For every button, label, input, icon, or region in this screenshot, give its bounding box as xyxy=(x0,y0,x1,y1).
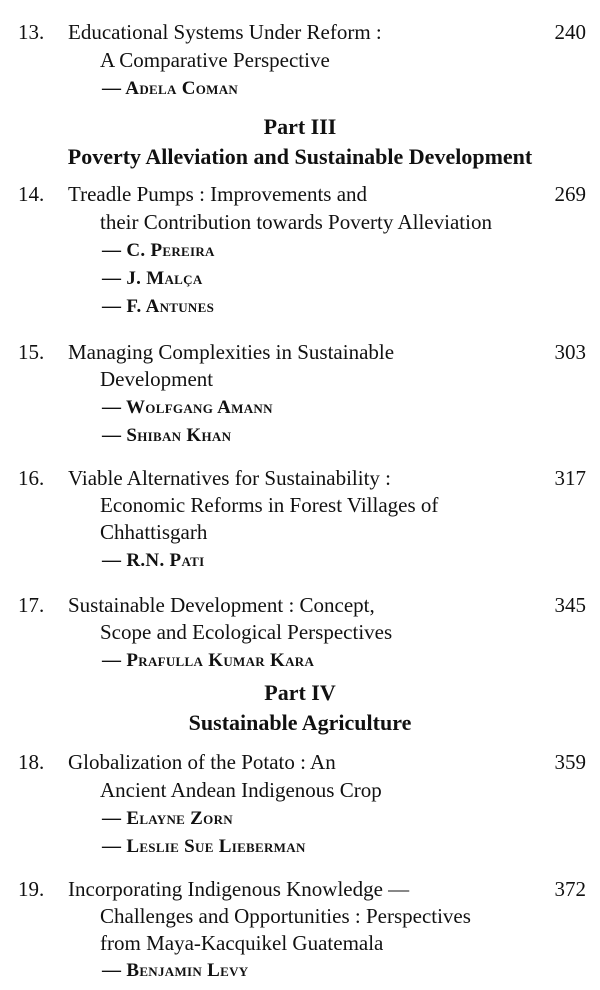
entry-title-line: Ancient Andean Indigenous Crop xyxy=(100,778,382,802)
entry-number: 18. xyxy=(18,750,45,774)
entry-title-line: Scope and Ecological Perspectives xyxy=(100,620,393,644)
entry-author: — Prafulla Kumar Kara xyxy=(102,650,315,671)
part-label: Part IV xyxy=(264,680,336,705)
entry-author: — Elayne Zorn xyxy=(102,808,233,829)
entry-title-line: Globalization of the Potato : An xyxy=(68,750,336,774)
entry-author: — R.N. Pati xyxy=(102,550,205,571)
entry-number: 16. xyxy=(18,466,45,490)
entry-number: 15. xyxy=(18,340,45,364)
entry-title-line: Educational Systems Under Reform : xyxy=(68,20,382,44)
entry-author: — Leslie Sue Lieberman xyxy=(102,836,306,857)
entry-number: 13. xyxy=(18,20,45,44)
entry-title-line: Sustainable Development : Concept, xyxy=(68,593,375,617)
entry-title-line: Managing Complexities in Sustainable xyxy=(68,340,395,364)
entry-page-number: 345 xyxy=(554,593,586,617)
entry-author: — Shiban Khan xyxy=(102,425,232,446)
part-title: Poverty Alleviation and Sustainable Development xyxy=(67,144,533,169)
entry-title-line: Incorporating Indigenous Knowledge — xyxy=(68,877,410,901)
entry-author: — Benjamin Levy xyxy=(102,960,249,981)
entry-author: — F. Antunes xyxy=(102,296,215,317)
entry-number: 14. xyxy=(18,182,45,206)
part-title: Sustainable Agriculture xyxy=(188,710,412,735)
entry-title-line: Chhattisgarh xyxy=(100,520,208,544)
entry-page-number: 269 xyxy=(554,182,586,206)
entry-author: — Adela Coman xyxy=(102,78,239,99)
entry-page-number: 240 xyxy=(554,20,586,44)
entry-number: 19. xyxy=(18,877,45,901)
entry-author: — C. Pereira xyxy=(102,240,215,261)
entry-title-line: from Maya-Kacquikel Guatemala xyxy=(100,931,384,955)
entry-title-line: Challenges and Opportunities : Perspectives xyxy=(100,904,471,928)
entry-page-number: 372 xyxy=(554,877,586,901)
entry-title-line: Development xyxy=(100,367,214,391)
entry-title-line: their Contribution towards Poverty Alleviation xyxy=(100,210,492,234)
entry-title-line: Treadle Pumps : Improvements and xyxy=(68,182,368,206)
entry-page-number: 317 xyxy=(554,466,586,490)
entry-page-number: 303 xyxy=(554,340,586,364)
entry-title-line: A Comparative Perspective xyxy=(100,48,330,72)
entry-number: 17. xyxy=(18,593,45,617)
entry-title-line: Viable Alternatives for Sustainability : xyxy=(68,466,392,490)
entry-author: — Wolfgang Amann xyxy=(102,397,273,418)
entry-author: — J. Malça xyxy=(102,268,203,289)
entry-title-line: Economic Reforms in Forest Villages of xyxy=(100,493,439,517)
part-label: Part III xyxy=(263,114,337,139)
entry-page-number: 359 xyxy=(554,750,586,774)
